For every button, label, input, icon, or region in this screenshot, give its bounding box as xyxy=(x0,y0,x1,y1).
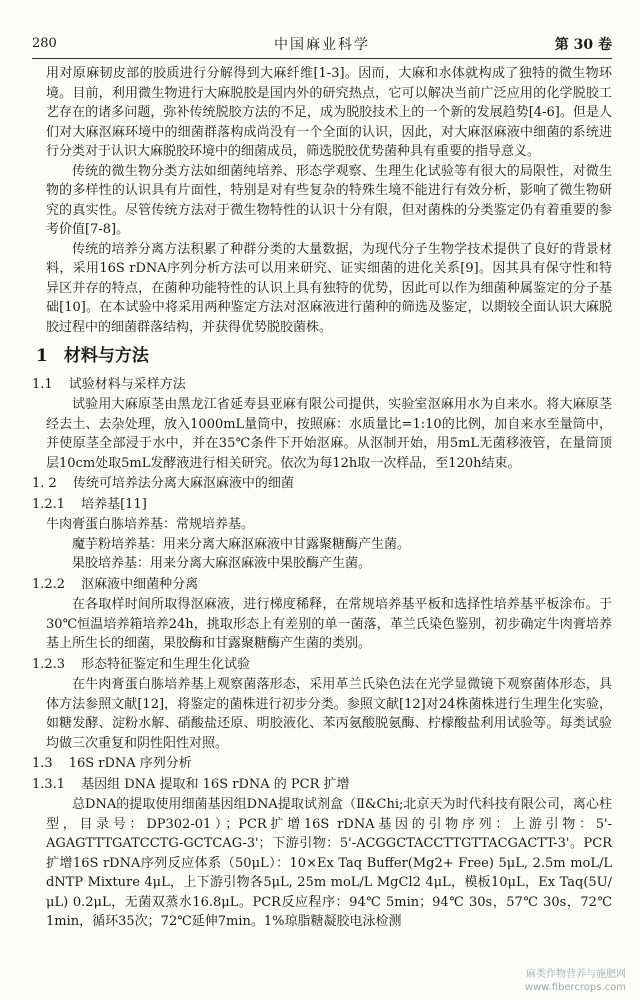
subsection-heading-1-3-1 xyxy=(32,775,612,795)
watermark-line-2: www.fibercrops.com xyxy=(524,982,626,993)
subsection-title: 试验材料与采样方法 xyxy=(68,376,186,392)
subsection-heading-1-3 xyxy=(32,754,612,774)
watermark-line-1: 麻类作物营养与施肥网 xyxy=(526,969,626,980)
subsection-number: 1.2.2 xyxy=(32,576,66,592)
section-number: 1 xyxy=(36,346,48,366)
medium-pectin: 果胶培养基：用来分离大麻沤麻液中果胶酶产生菌。 xyxy=(72,556,372,571)
subsection-number: 1.2.3 xyxy=(32,656,66,672)
subsection-title: 沤麻液中细菌种分离 xyxy=(81,576,199,592)
subsection-title: 形态特征鉴定和生理生化试验 xyxy=(81,656,251,672)
subsection-heading-1-2 xyxy=(32,474,612,494)
section-title: 材料与方法 xyxy=(63,346,149,366)
page-header xyxy=(32,32,612,59)
paragraph-1-2-3: 在牛肉膏蛋白胨培养基上观察菌落形态，采用革兰氏染色法在光学显微镜下观察菌体形态，具体方法参照文献[12]，将鉴定的菌株进行初步分类。参照文献[12]对24株菌株进行生理生化实验，如糖发酵、淀粉水解、硝酸盐还原、明胶液化、苯丙氨酸脱氨酶、柠檬酸盐利用试验等。每类试验均做三次重复和阴性阳性对照。 xyxy=(46,677,612,751)
subsection-title: 传统可培养法分离大麻沤麻液中的细菌 xyxy=(72,476,294,491)
subsection-title: 基因组 DNA 提取和 16S rDNA 的 PCR 扩增 xyxy=(81,776,350,792)
subsection-number: 1.3.1 xyxy=(32,776,66,792)
journal-title: 中国麻业科学 xyxy=(274,37,370,53)
subsection-number: 1.2.1 xyxy=(32,496,66,512)
page-number: 280 xyxy=(32,36,57,51)
subsection-heading-1-2-1 xyxy=(32,495,612,515)
article-body xyxy=(32,64,612,932)
subsection-number: 1. 2 xyxy=(32,476,57,491)
site-watermark xyxy=(525,968,626,994)
intro-paragraph-1: 用对原麻韧皮部的胶质进行分解得到大麻纤维[1-3]。因而，大麻和水体就构成了独特的微生物环境。目前，利用微生物进行大麻脱胶是国内外的研究热点，它可以解决当前广泛应用的化学脱胶工艺存在的诸多问题，弥补传统脱胶方法的不足，成为脱胶技术上的一个新的发展趋势[4-6]。但是人们对大麻沤麻环境中的细菌群落构成尚没有一个全面的认识，因此，对大麻沤麻液中细菌的系统进行分类对于认识大麻脱胶环境中的细菌成员，筛选脱胶优势菌种具有重要的指导意义。 xyxy=(46,66,612,159)
section-heading-1 xyxy=(36,347,612,367)
intro-paragraph-3: 传统的培养分离方法积累了种群分类的大量数据，为现代分子生物学技术提供了良好的背景材料，采用16S rDNA序列分析方法可以用来研究、证实细菌的进化关系[9]。因其具有保守性和特异区并存的特点，在菌种功能特性的认识上具有独特的优势，因此可以作为细菌种属鉴定的分子基础[10]。在本试验中将采用两种鉴定方法对沤麻液进行菌种的筛选及鉴定，以期较全面认识大麻脱胶过程中的细菌群落结构，并获得优势脱胶菌株。 xyxy=(46,241,612,335)
subsection-title: 培养基[11] xyxy=(81,496,147,512)
paragraph-1-3-1: 总DNA的提取使用细菌基因组DNA提取试剂盒（Ⅱ&Chi;北京天为时代科技有限公司，离心柱型，目录号：DP302-01）；PCR扩增16S rDNA基因的引物序列：上游引物：5'-AGAGTTTGATCCTG-GCTCAG-3'；下游引物：5'-ACGGCTACCTTGTTACGACTT-3'。PCR扩增16S rDNA序列反应体系（50μL）：10×Ex Taq Buffer(Mg2+ Free) 5μL, 2.5m moL/L dNTP Mixture 4μL，上下游引物各5μL, 25m moL/L MgCl2 4μL，模板10μL，Ex Taq(5U/μL) 0.2μL，无菌双蒸水16.8μL。PCR反应程序：94℃ 5min；94℃ 30s，57℃ 30s，72℃ 1min，循环35次；72℃延伸7min。1%琼脂糖凝胶电泳检测 xyxy=(46,797,612,929)
subsection-heading-1-2-2 xyxy=(32,575,612,595)
paragraph-1-1: 试验用大麻原茎由黑龙江省延寿县亚麻有限公司提供，实验室沤麻用水为自来水。将大麻原茎经去土、去杂处理，放入1000mL量筒中，按照麻：水质量比=1:10的比例，加自来水至量筒中，并使原茎全部浸于水中，并在35℃条件下开始沤麻。从沤制开始，用5mL无菌移液管，在量筒顶层10cm处取5mL发酵液进行相关研究。依次为每12h取一次样品，至120h结束。 xyxy=(46,397,612,471)
subsection-heading-1-2-3 xyxy=(32,655,612,675)
volume-label: 第 30 卷 xyxy=(554,37,612,53)
subsection-number: 1.3 xyxy=(32,756,53,771)
paragraph-1-2-2: 在各取样时间所取得沤麻液，进行梯度稀释，在常规培养基平板和选择性培养基平板涂布。于30℃恒温培养箱培养24h，挑取形态上有差别的单一菌落，革兰氏染色鉴别，初步确定牛肉膏培养基上所生长的细菌，果胶酶和甘露聚糖酶产生菌的类别。 xyxy=(46,597,612,651)
medium-konjac: 魔芋粉培养基：用来分离大麻沤麻液中甘露聚糖酶产生菌。 xyxy=(72,536,411,552)
subsection-number: 1.1 xyxy=(32,376,53,392)
subsection-title: 16S rDNA 序列分析 xyxy=(68,756,192,771)
intro-paragraph-2: 传统的微生物分类方法如细菌纯培养、形态学观察、生理生化试验等有很大的局限性，对微生物的多样性的认识具有片面性，特别是对有些复杂的特殊生境不能进行有效分析，影响了微生物研究的真实性。尽管传统方法对于微生物特性的认识十分有限，但对菌株的分类鉴定仍有着重要的参考价值[7-8]。 xyxy=(46,163,612,237)
subsection-heading-1-1 xyxy=(32,375,612,395)
medium-beef-peptone: 牛肉膏蛋白胨培养基：常规培养基。 xyxy=(46,517,255,532)
